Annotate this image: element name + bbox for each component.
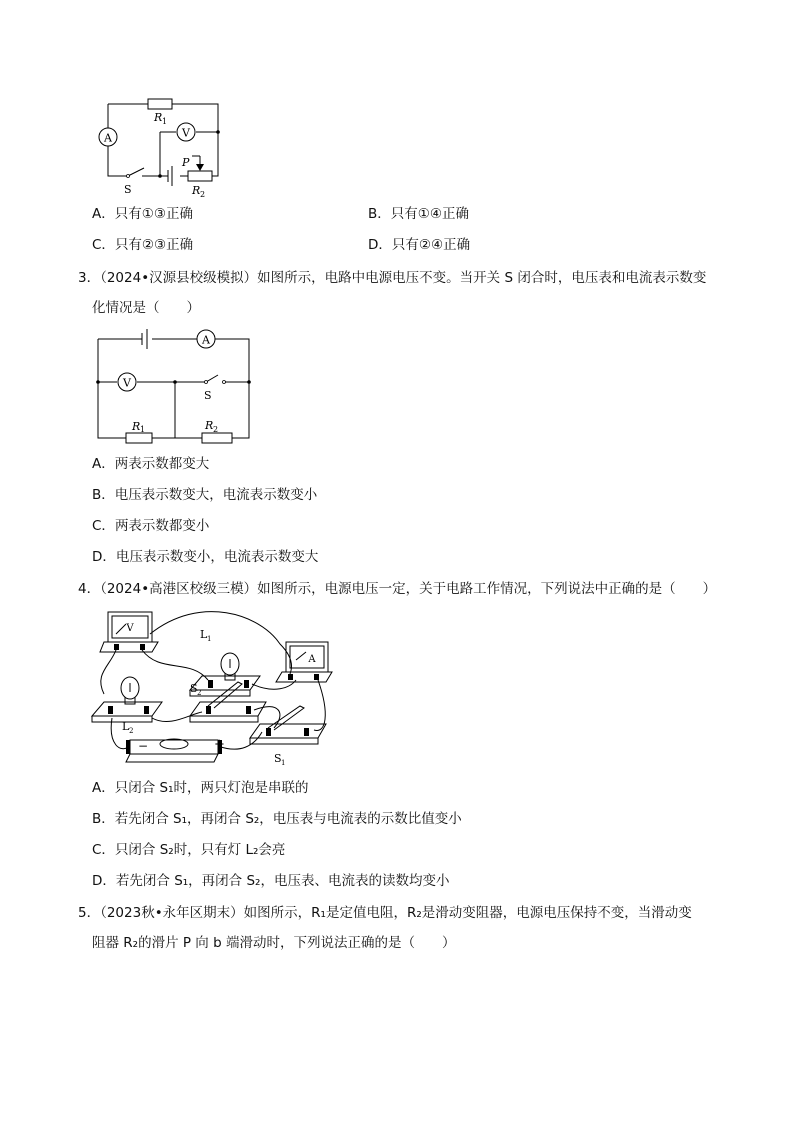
q4-option-a-letter: A． xyxy=(92,780,115,796)
q4-l1-label: L xyxy=(200,628,208,641)
q2-r1-sub: 1 xyxy=(162,117,168,126)
q3-option-d-letter: D． xyxy=(92,549,116,565)
q4-option-d-letter: D． xyxy=(92,873,116,889)
q4-option-d[interactable] xyxy=(92,871,449,891)
q5-number: 5． xyxy=(78,905,101,921)
q3-option-a-letter: A． xyxy=(92,456,115,472)
q5-stem-text-1: 如图所示，R₁是定值电阻，R₂是滑动变阻器，电源电压保持不变，当滑动变 xyxy=(243,905,692,921)
q4-s2-sub: 2 xyxy=(197,689,202,697)
q3-source: （2024•汉源县校级模拟） xyxy=(100,270,258,286)
q4-voltmeter-label: V xyxy=(126,623,134,634)
q2-option-d[interactable] xyxy=(368,235,470,255)
q2-option-d-letter: D． xyxy=(368,237,392,253)
q2-option-c-letter: C． xyxy=(92,237,115,253)
q3-number: 3． xyxy=(78,270,101,286)
q3-option-b-letter: B． xyxy=(92,487,115,503)
q2-ammeter-label: A xyxy=(104,131,112,145)
q4-option-b-text: 若先闭合 S₁，再闭合 S₂，电压表与电流表的示数比值变小 xyxy=(114,811,462,827)
q2-option-a[interactable] xyxy=(92,204,193,224)
q3-option-b-text: 电压表示数变大，电流表示数变小 xyxy=(114,487,318,503)
q4-stem xyxy=(78,579,716,599)
q3-r1-label: R xyxy=(132,420,141,433)
q4-ammeter-label: A xyxy=(308,654,316,665)
q4-option-b[interactable] xyxy=(92,809,462,829)
q4-s1-label: S xyxy=(274,752,282,765)
q3-option-c-letter: C． xyxy=(92,518,115,534)
q4-number: 4． xyxy=(78,581,101,597)
q3-option-b[interactable] xyxy=(92,485,317,505)
q2-option-a-letter: A． xyxy=(92,206,115,222)
q3-voltmeter-label: V xyxy=(123,376,131,390)
q4-option-c[interactable] xyxy=(92,840,285,860)
q2-circuit-diagram xyxy=(96,94,230,198)
q4-battery-plus: + xyxy=(214,737,225,752)
q5-stem-line1 xyxy=(78,903,692,923)
q3-stem-line2: 化情况是（ ） xyxy=(92,300,200,316)
q3-stem-line1 xyxy=(78,268,706,288)
q3-r2-label: R xyxy=(205,419,214,432)
q2-r1-label: R xyxy=(154,111,163,124)
q4-option-b-letter: B． xyxy=(92,811,115,827)
q4-apparatus-diagram xyxy=(90,604,336,770)
q3-circuit-diagram xyxy=(94,326,256,444)
q2-r2-sub: 2 xyxy=(200,190,206,198)
q3-ammeter-label: A xyxy=(202,333,210,347)
q4-l2-label: L xyxy=(122,720,130,733)
q3-r1-sub: 1 xyxy=(140,425,146,434)
q3-option-a-text: 两表示数都变大 xyxy=(114,456,210,472)
q2-option-d-text: 只有②④正确 xyxy=(391,237,471,253)
q5-stem-line2: 阻器 R₂的滑片 P 向 b 端滑动时，下列说法正确的是（ ） xyxy=(92,935,456,951)
q3-option-a[interactable] xyxy=(92,454,209,474)
q3-option-d[interactable] xyxy=(92,547,318,567)
q2-option-b-letter: B． xyxy=(368,206,391,222)
q4-option-d-text: 若先闭合 S₁，再闭合 S₂，电压表、电流表的读数均变小 xyxy=(115,873,450,889)
q4-l1-sub: 1 xyxy=(207,635,212,643)
q4-option-c-letter: C． xyxy=(92,842,115,858)
q4-option-c-text: 只闭合 S₂时，只有灯 L₂会亮 xyxy=(114,842,286,858)
q3-stem-text-1: 如图所示，电路中电源电压不变。当开关 S 闭合时，电压表和电流表示数变 xyxy=(257,270,707,286)
q4-battery-minus: − xyxy=(138,739,149,753)
q4-s1-sub: 1 xyxy=(281,759,286,767)
q3-option-c-text: 两表示数都变小 xyxy=(114,518,210,534)
q2-option-b[interactable] xyxy=(368,204,469,224)
q3-switch-label: S xyxy=(204,389,212,402)
q5-source: （2023秋•永年区期末） xyxy=(100,905,244,921)
q3-option-c[interactable] xyxy=(92,516,209,536)
q4-option-a[interactable] xyxy=(92,778,309,798)
q4-stem-text: 如图所示，电源电压一定，关于电路工作情况，下列说法中正确的是（ ） xyxy=(257,581,717,597)
q2-option-c[interactable] xyxy=(92,235,193,255)
q4-l2-sub: 2 xyxy=(129,727,134,735)
q3-r2-sub: 2 xyxy=(213,425,219,434)
q4-s2-label: S xyxy=(190,682,198,695)
q2-option-b-text: 只有①④正确 xyxy=(390,206,469,222)
q2-voltmeter-label: V xyxy=(182,126,190,140)
q2-r2-label: R xyxy=(192,184,201,197)
q2-slider-label: P xyxy=(182,156,190,169)
q3-option-d-text: 电压表示数变小，电流表示数变大 xyxy=(115,549,319,565)
q4-source: （2024•高港区校级三模） xyxy=(100,581,258,597)
q2-option-a-text: 只有①③正确 xyxy=(114,206,193,222)
q2-option-c-text: 只有②③正确 xyxy=(114,237,194,253)
q4-option-a-text: 只闭合 S₁时，两只灯泡是串联的 xyxy=(114,780,309,796)
q2-switch-label: S xyxy=(124,183,132,196)
